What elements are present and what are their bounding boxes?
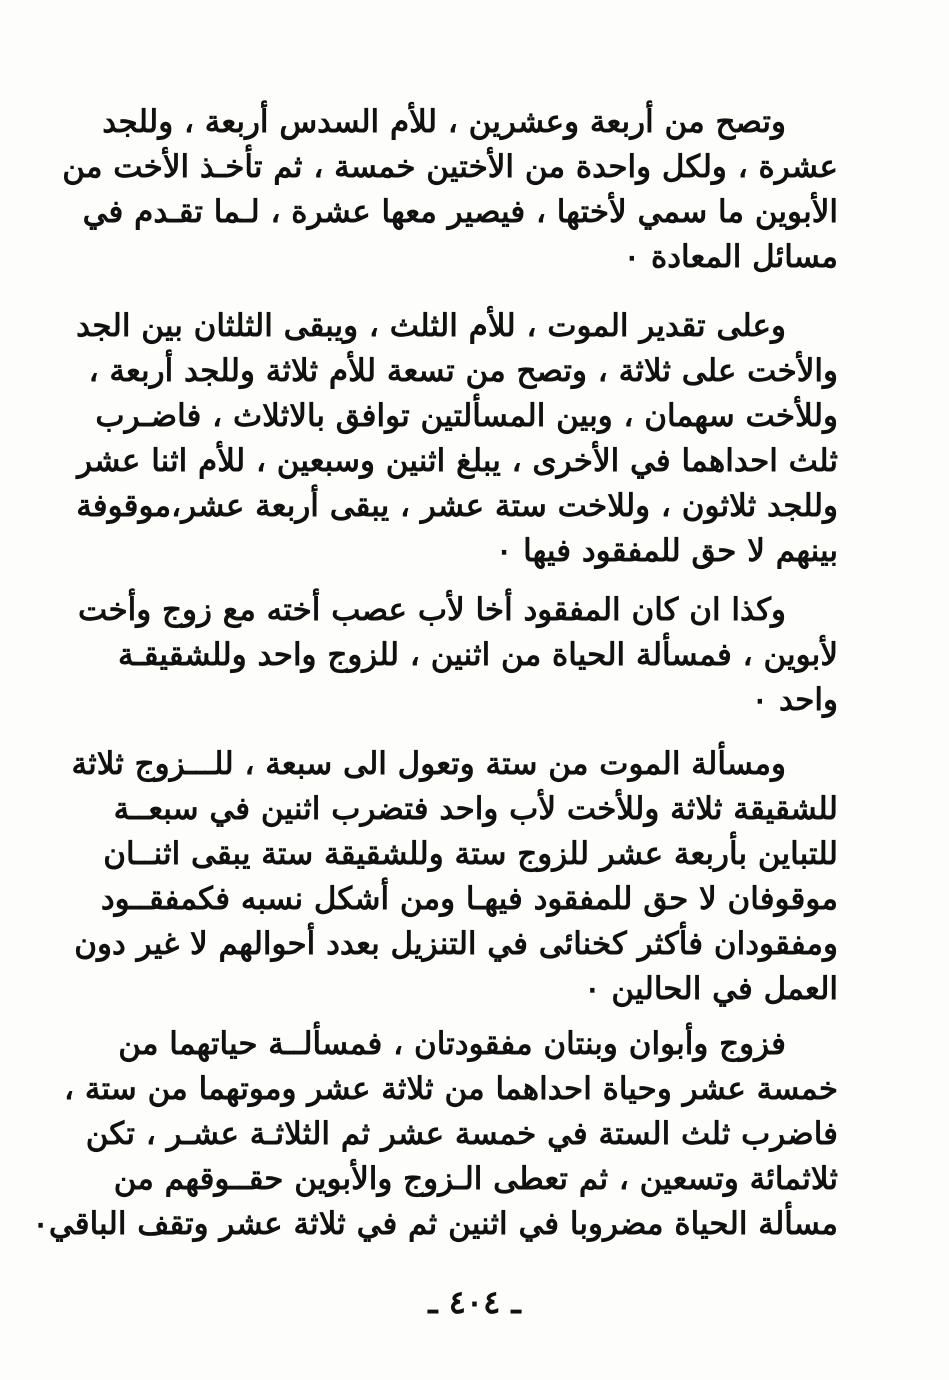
paragraph-line: وللأخت سهمان ، وبين المسألتين توافق بالاثلاث ، فاضـرب xyxy=(95,398,838,434)
paragraph-line: فاضرب ثلث الستة في خمسة عشر ثم الثلاثـة عشـر ، تكن xyxy=(85,1116,838,1152)
paragraph-line: واحد ٠ xyxy=(751,682,838,718)
paragraph-line: العمل في الحالين ٠ xyxy=(583,971,838,1007)
paragraph-line: مسألة الحياة مضروبا في اثنين ثم في ثلاثة عشر وتقف الباقي٠ xyxy=(32,1206,838,1242)
paragraph-line: مسائل المعادة ٠ xyxy=(623,239,838,275)
paragraph-5 xyxy=(32,1022,838,1247)
page-number: ـ ٤٠٤ ـ xyxy=(428,1283,521,1321)
paragraph-3 xyxy=(78,588,838,723)
paragraph-line: الأبوين ما سمي لأختها ، فيصير معها عشرة ، لـما تقـدم في xyxy=(82,194,838,230)
paragraph-line: وكذا ان كان المفقود أخا لأب عصب أخته مع زوج وأخت xyxy=(78,592,786,628)
paragraph-line: وعلى تقدير الموت ، للأم الثلث ، ويبقى الثلثان بين الجد xyxy=(76,308,786,344)
paragraph-line: فزوج وأبوان وبنتان مفقودتان ، فمسألــة حياتهما من xyxy=(118,1026,786,1062)
paragraph-line: لأبوين ، فمسألة الحياة من اثنين ، للزوج واحد وللشقيقـة xyxy=(117,637,838,673)
paragraph-line: بينهم لا حق للمفقود فيها ٠ xyxy=(495,533,838,569)
paragraph-line: ومفقودان فأكثر كخنائى في التنزيل بعدد أحوالهم لا غير دون xyxy=(74,926,838,962)
paragraph-line: عشرة ، ولكل واحدة من الأختين خمسة ، ثم تأخـذ الأخت من xyxy=(62,149,838,185)
paragraph-line: وللجد ثلاثون ، وللاخت ستة عشر ، يبقى أربعة عشر،موقوفة xyxy=(76,488,838,524)
paragraph-line: ومسألة الموت من ستة وتعول الى سبعة ، للـــزوج ثلاثة xyxy=(71,746,786,782)
paragraph-line: وتصح من أربعة وعشرين ، للأم السدس أربعة ، وللجد xyxy=(102,104,786,140)
paragraph-line: للتباين بأربعة عشر للزوج ستة وللشقيقة ستة يبقى اثنــان xyxy=(103,836,838,872)
paragraph-line: ثلاثمائة وتسعين ، ثم تعطى الـزوج والأبوين حقــوقهم من xyxy=(113,1161,838,1197)
paragraph-2 xyxy=(78,304,838,574)
paragraph-line: خمسة عشر وحياة احداهما من ثلاثة عشر وموتهما من ستة ، xyxy=(64,1071,838,1107)
paragraph-line: للشقيقة ثلاثة وللأخت لأب واحد فتضرب اثنين في سبعــة xyxy=(113,791,838,827)
paragraph-1 xyxy=(62,100,838,280)
paragraph-line: والأخت على ثلاثة ، وتصح من تسعة للأم ثلاثة وللجد أربعة ، xyxy=(88,353,838,389)
paragraph-line: ثلث احداهما في الأخرى ، يبلغ اثنين وسبعين ، للأم اثنا عشر xyxy=(77,443,838,479)
paragraph-line: موقوفان لا حق للمفقود فيهـا ومن أشكل نسبه فكمفقــود xyxy=(100,881,838,917)
paragraph-4 xyxy=(71,742,838,1012)
